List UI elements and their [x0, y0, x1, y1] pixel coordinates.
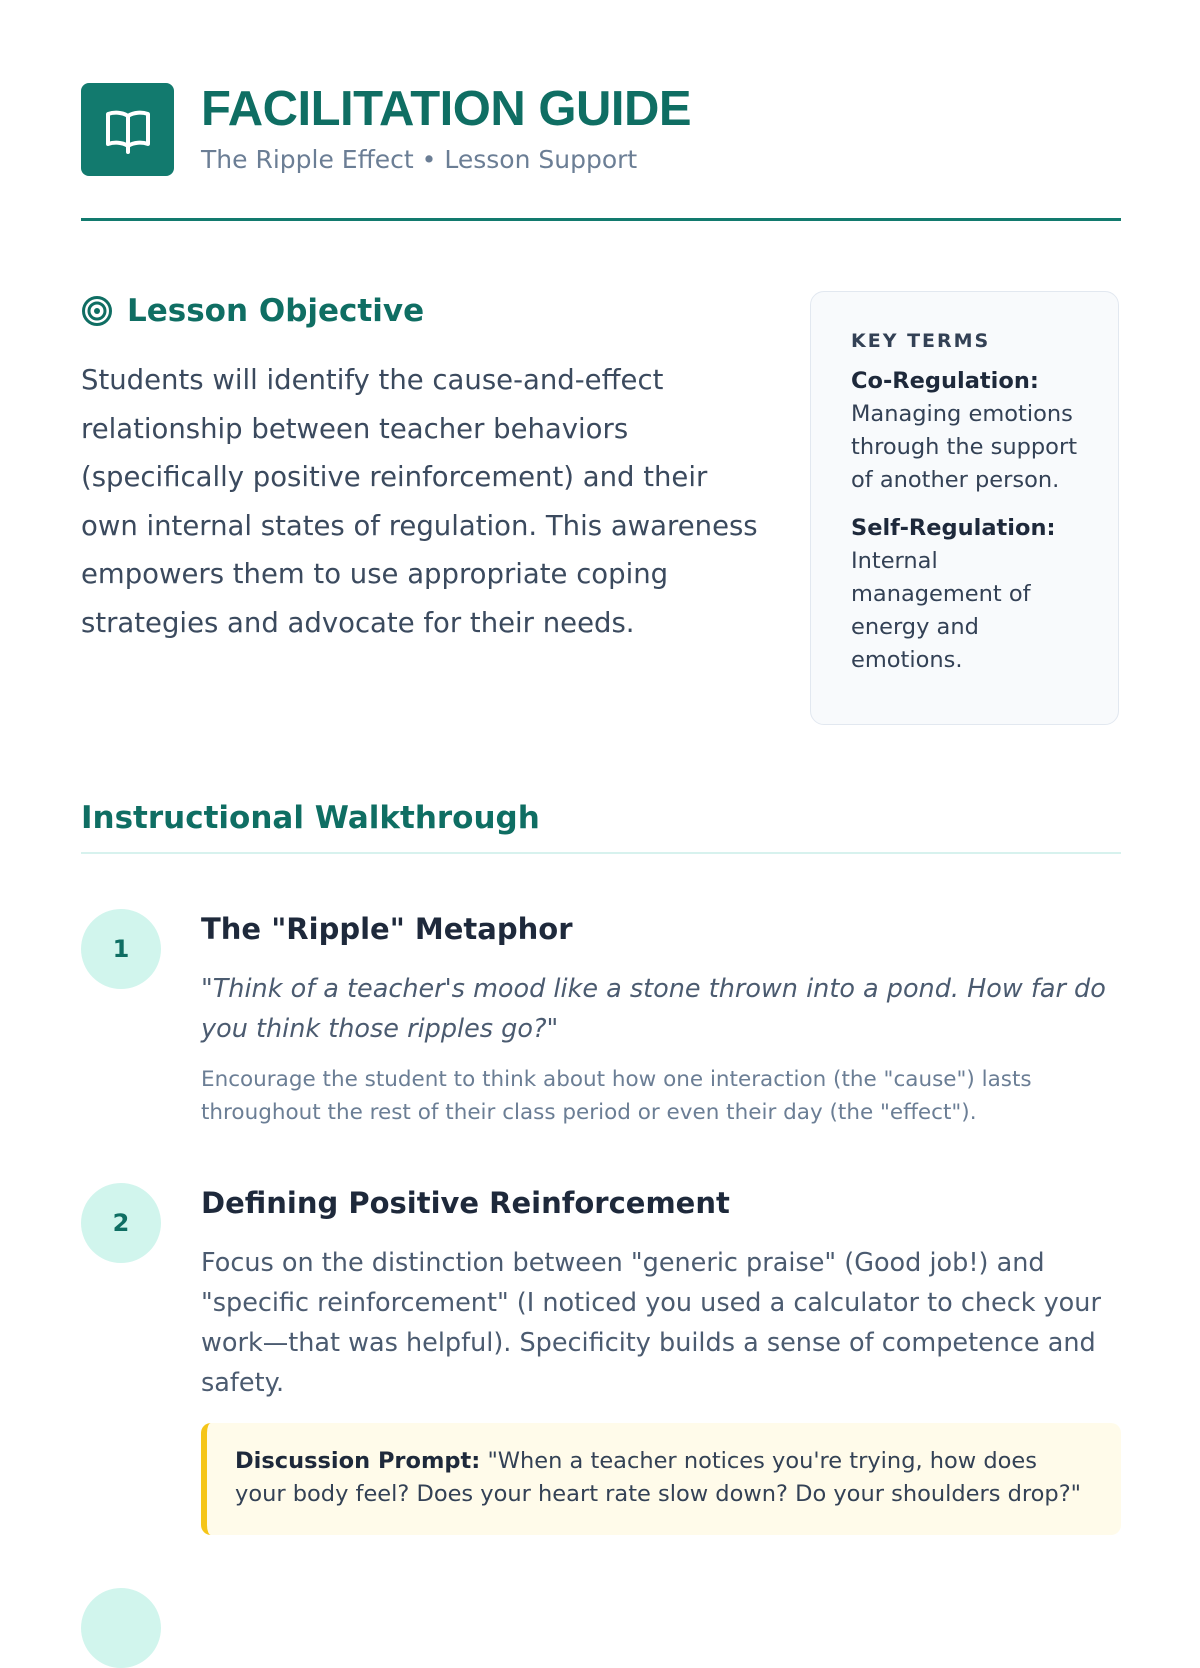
step-body [201, 909, 1121, 1129]
lesson-objective-text: Students will identify the cause-and-effect relationship between teacher behaviors (specifically positive reinforcement) and their own internal states of regulation. This awareness empowers them to use appropriate coping strategies and advocate for their needs. [81, 364, 758, 639]
book-icon [102, 106, 154, 154]
logo [81, 83, 174, 176]
key-term [851, 365, 1078, 497]
key-term-name: Self-Regulation: [851, 515, 1056, 541]
key-terms-card [810, 291, 1119, 725]
discussion-prompt-text: "When a teacher notices you're trying, how does your body feel? Does your heart rate slow down? Do your shoulders drop?" [235, 1448, 1081, 1507]
page-subtitle: The Ripple Effect • Lesson Support [201, 145, 638, 174]
target-icon [81, 295, 113, 327]
lesson-objective-heading [81, 290, 761, 332]
header-divider [81, 218, 1121, 221]
walkthrough-heading: Instructional Walkthrough [81, 800, 540, 836]
key-terms-heading: KEY TERMS [851, 330, 991, 352]
key-term-definition: Managing emotions through the support of another person. [851, 401, 1078, 493]
step-number-badge: 2 [81, 1183, 161, 1263]
step-text: Focus on the distinction between "generic praise" (Good job!) and "specific reinforcement" (I noticed you used a calculator to check your work—that was helpful). Specificity builds a sense of competence and safety. [201, 1248, 1101, 1398]
lesson-objective-section [81, 290, 761, 647]
facilitation-guide-page [81, 0, 1121, 1600]
page-title: FACILITATION GUIDE [201, 82, 692, 136]
discussion-prompt-callout [201, 1423, 1121, 1535]
step-number-badge [81, 1588, 161, 1668]
header [81, 83, 1121, 223]
discussion-prompt-label: Discussion Prompt: [235, 1448, 481, 1474]
walkthrough-divider [81, 852, 1121, 854]
step-title: The "Ripple" Metaphor [201, 912, 573, 946]
lesson-objective-title: Lesson Objective [127, 293, 425, 329]
step-note: Encourage the student to think about how one interaction (the "cause") lasts throughout the rest of their class period or even their day (the "effect"). [201, 1067, 1032, 1125]
step-body [201, 1183, 1121, 1535]
step-number-badge: 1 [81, 909, 161, 989]
key-term-name: Co-Regulation: [851, 368, 1039, 394]
key-term-definition: Internal management of energy and emotions. [851, 548, 1031, 673]
step-quote: "Think of a teacher's mood like a stone thrown into a pond. How far do you think those ripples go?" [201, 974, 1106, 1044]
key-term [851, 512, 1078, 677]
step-title: Defining Positive Reinforcement [201, 1186, 730, 1220]
